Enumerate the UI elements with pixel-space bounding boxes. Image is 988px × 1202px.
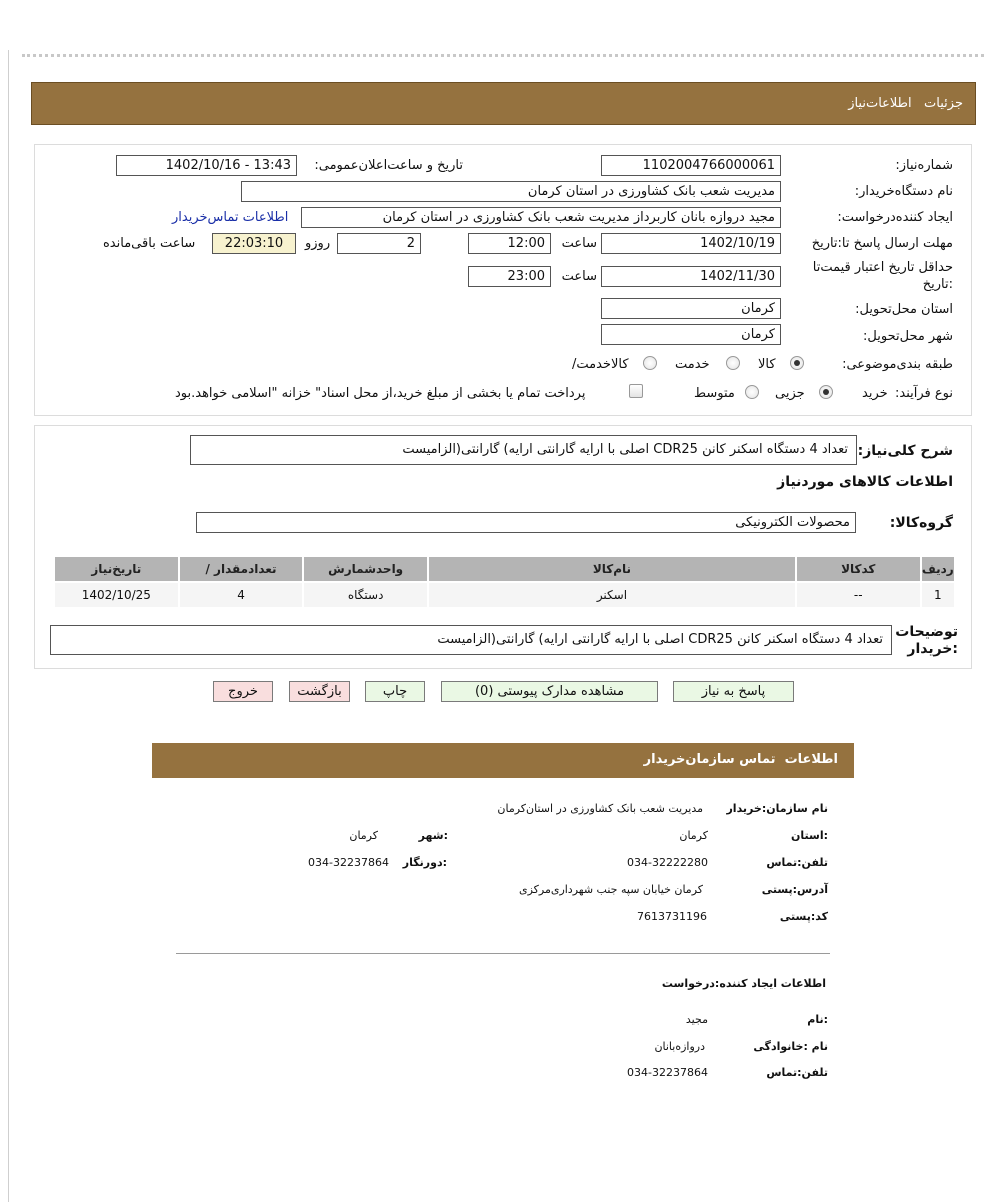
- delivery-province-field: کرمان: [601, 298, 781, 319]
- announce-date-label: تاریخ و ساعت‌اعلان‌عمومی:: [314, 158, 463, 173]
- creator-name-value: مجید: [685, 1013, 708, 1026]
- validity-time-label: ساعت: [561, 269, 597, 284]
- cell-name: اسکنر: [429, 583, 795, 607]
- deadline-time-label: ساعت: [561, 236, 597, 251]
- contact-address-value: کرمان خیابان سپه جنب شهرداری‌مرکزی: [518, 883, 703, 896]
- treasury-payment-checkbox[interactable]: [629, 384, 643, 398]
- process-option-minor: جزیی: [775, 386, 805, 401]
- back-button[interactable]: بازگشت: [289, 681, 350, 702]
- buyer-notes-label-line2: :خریدار: [907, 641, 958, 657]
- creator-phone-label: تلفن:تماس: [766, 1066, 828, 1079]
- creator-name-label: :نام: [807, 1013, 828, 1026]
- contact-header-bar: [152, 743, 854, 778]
- left-border-line: [8, 50, 9, 1202]
- need-number-field: 1102004766000061: [601, 155, 781, 176]
- col-header-name: نام‌کالا: [429, 557, 795, 581]
- category-radio-goods[interactable]: [790, 356, 804, 370]
- process-buy-text: خرید: [862, 386, 888, 401]
- category-radio-goods-service[interactable]: [643, 356, 657, 370]
- reply-to-need-button[interactable]: پاسخ به نیاز: [673, 681, 794, 702]
- goods-group-label: گروه‌کالا:: [889, 515, 953, 531]
- deadline-time-field: 12:00: [468, 233, 551, 254]
- remaining-days-field: 2: [337, 233, 421, 254]
- process-radio-minor[interactable]: [819, 385, 833, 399]
- process-radio-medium[interactable]: [745, 385, 759, 399]
- col-header-unit: واحدشمارش: [304, 557, 427, 581]
- need-number-label: شماره‌نیاز:: [895, 158, 953, 173]
- buyer-contact-link[interactable]: اطلاعات تماس‌خریدار: [172, 210, 289, 225]
- goods-info-title: اطلاعات کالاهای مورد‌نیاز: [777, 474, 953, 490]
- creator-phone-value: 034-32237864: [627, 1066, 708, 1079]
- category-option-service: خدمت: [675, 357, 710, 372]
- cell-code: --: [797, 583, 920, 607]
- details-header-bar: [31, 82, 976, 125]
- process-option-medium: متوسط: [694, 386, 735, 401]
- treasury-payment-note: پرداخت تمام یا بخشی از مبلغ خرید،از محل اسناد" خزانه "اسلامی خواهد.بود: [175, 386, 586, 401]
- goods-table: [53, 555, 956, 609]
- cell-row: 1: [922, 583, 954, 607]
- contact-address-label: آدرس:پستی: [761, 883, 828, 896]
- category-radio-service[interactable]: [726, 356, 740, 370]
- remaining-days-label: روزو: [305, 236, 331, 251]
- announce-date-field: 1402/10/16 - 13:43: [116, 155, 297, 176]
- contact-postal-label: کد:پستی: [779, 910, 828, 923]
- creator-info-title: اطلاعات ایجاد کننده:درخواست: [661, 977, 826, 990]
- deadline-date-field: 1402/10/19: [601, 233, 781, 254]
- table-row: [55, 583, 954, 607]
- contact-province-label: :استان: [791, 829, 828, 842]
- buyer-notes-field: تعداد 4 دستگاه اسکنر کانن CDR25 اصلی با ارایه گارانتی ارایه) گارانتی(الزامیست: [50, 625, 892, 655]
- creator-field: مجید دروازه بانان کاربرداز مدیریت شعب بانک کشاورزی در استان کرمان: [301, 207, 781, 228]
- print-button[interactable]: چاپ: [365, 681, 425, 702]
- cell-unit: دستگاه: [304, 583, 427, 607]
- buyer-notes-label-line1: توضیحات: [895, 624, 958, 640]
- details-header-title: جزئیات اطلاعات‌نیاز: [848, 96, 963, 111]
- col-header-code: کدکالا: [797, 557, 920, 581]
- validity-label-line1: حداقل تاریخ اعتبار قیمت‌تا: [812, 260, 953, 275]
- creator-label: ایجاد کننده‌درخواست:: [837, 210, 953, 225]
- contact-city-value: کرمان: [349, 829, 378, 842]
- buyer-org-field: مدیریت شعب بانک کشاورزی در استان کرمان: [241, 181, 781, 202]
- contact-phone-value: 034-32222280: [627, 856, 708, 869]
- contact-org-label: نام سازمان:خریدار: [726, 802, 828, 815]
- category-option-goods: کالا: [758, 357, 776, 372]
- creator-family-value: دروازه‌بانان: [654, 1040, 705, 1053]
- top-dotted-divider: [22, 54, 984, 57]
- delivery-province-label: استان محل‌تحویل:: [855, 302, 953, 317]
- buyer-org-label: نام دستگاه‌خریدار:: [854, 184, 953, 199]
- contact-fax-label: :دورنگار: [402, 856, 447, 869]
- delivery-city-label: شهر محل‌تحویل:: [863, 329, 953, 344]
- contact-province-value: کرمان: [679, 829, 708, 842]
- deadline-label: مهلت ارسال پاسخ تا:تاریخ: [811, 236, 953, 251]
- view-attachments-button[interactable]: مشاهده مدارک پیوستی (0): [441, 681, 658, 702]
- contact-city-label: :شهر: [418, 829, 448, 842]
- remaining-time-label: ساعت باقی‌مانده: [103, 236, 196, 251]
- process-type-label: نوع فرآیند:: [895, 386, 953, 401]
- contact-org-value: مدیریت شعب بانک کشاورزی در استان‌کرمان: [497, 802, 703, 815]
- general-description-field: تعداد 4 دستگاه اسکنر کانن CDR25 اصلی با ارایه گارانتی ارایه) گارانتی(الزامیست: [190, 435, 857, 465]
- remaining-time-field: 22:03:10: [212, 233, 296, 254]
- exit-button[interactable]: خروج: [213, 681, 273, 702]
- validity-date-field: 1402/11/30: [601, 266, 781, 287]
- col-header-qty: تعدادمقدار /: [180, 557, 303, 581]
- contact-header-title: اطلاعات تماس سازمان‌خریدار: [643, 752, 838, 767]
- goods-group-field: محصولات الکترونیکی: [196, 512, 856, 533]
- contact-phone-label: تلفن:تماس: [766, 856, 828, 869]
- general-description-label: شرح کلی‌نیاز:: [857, 443, 953, 459]
- category-option-goods-service: کالا‌خدمت/: [572, 357, 629, 372]
- col-header-row: ردیف: [922, 557, 954, 581]
- contact-fax-value: 034-32237864: [308, 856, 389, 869]
- col-header-date: تاریخ‌نیاز: [55, 557, 178, 581]
- validity-label-line2: :تاریخ: [922, 277, 953, 292]
- contact-divider: [176, 953, 830, 954]
- validity-time-field: 23:00: [468, 266, 551, 287]
- contact-postal-value: 7613731196: [637, 910, 707, 923]
- category-label: طبقه بندی‌موضوعی:: [842, 357, 953, 372]
- cell-date: 1402/10/25: [55, 583, 178, 607]
- delivery-city-field: کرمان: [601, 324, 781, 345]
- cell-qty: 4: [180, 583, 303, 607]
- creator-family-label: نام :خانوادگی: [753, 1040, 828, 1053]
